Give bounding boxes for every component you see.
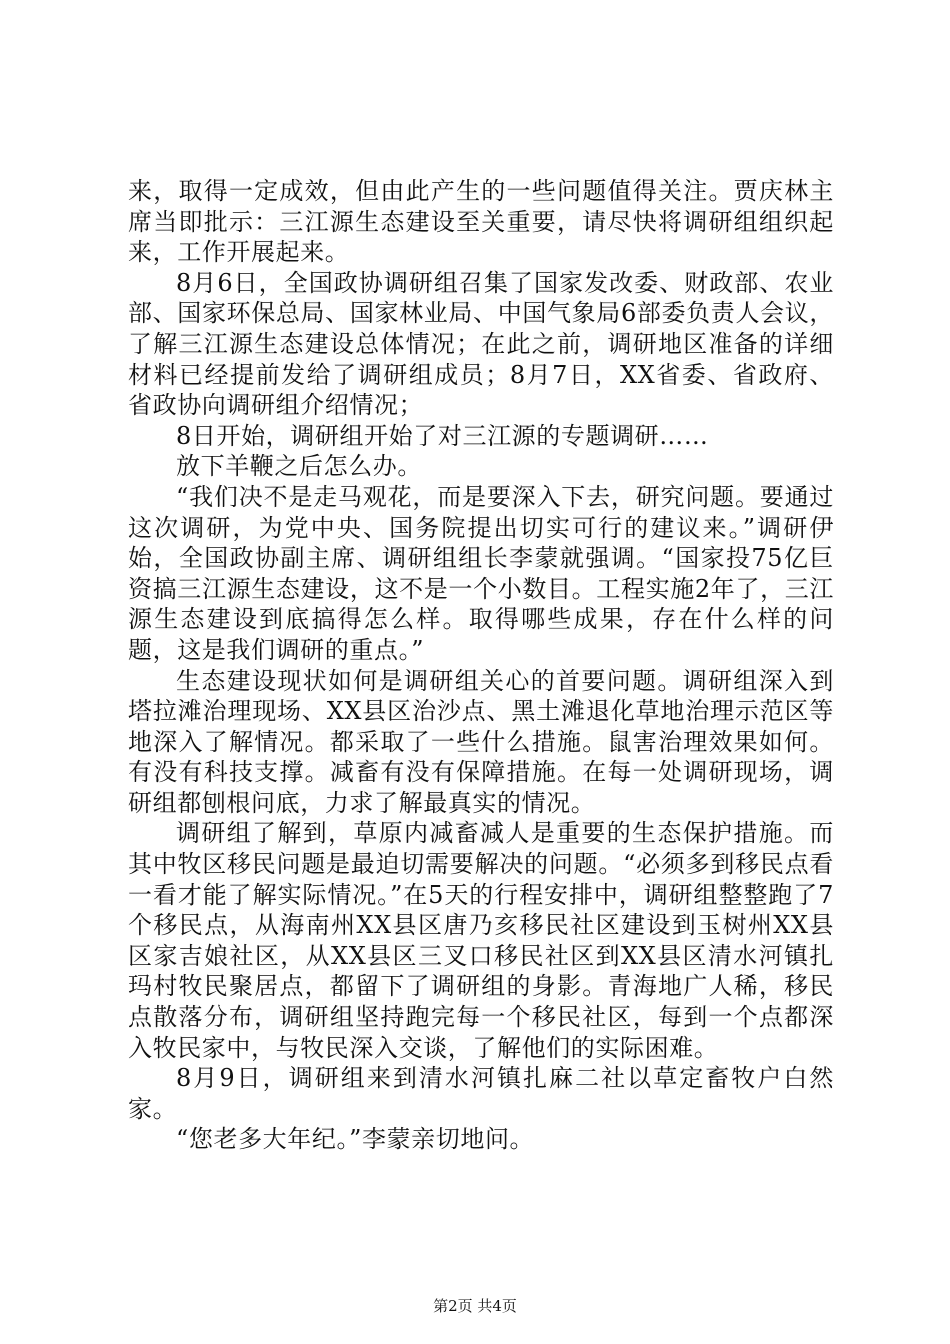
paragraph: “我们决不是走马观花，而是要深入下去，研究问题。要通过这次调研，为党中央、国务院提出切实可行的建议来。”调研伊始，全国政协副主席、调研组组长李蒙就强调。“国家投75亿巨资搞三江源生态建设，这不是一个小数目。工程实施2年了，三江源生态建设到底搞得怎么样。取得哪些成果，存在什么样的问题，这是我们调研的重点。” bbox=[128, 482, 834, 664]
paragraph: 8日开始，调研组开始了对三江源的专题调研…… bbox=[176, 421, 709, 450]
page-number-footer: 第2页 共4页 bbox=[433, 1297, 517, 1315]
paragraph: 来，取得一定成效，但由此产生的一些问题值得关注。贾庆林主席当即批示：三江源生态建设至关重要，请尽快将调研组组织起来，工作开展起来。 bbox=[128, 177, 834, 267]
document-body bbox=[128, 176, 834, 1155]
paragraph: 8月6日，全国政协调研组召集了国家发改委、财政部、农业部、国家环保总局、国家林业局、中国气象局6部委负责人会议，了解三江源生态建设总体情况；在此之前，调研地区准备的详细材料已经提前发给了调研组成员；8月7日，XX省委、省政府、省政协向调研组介绍情况； bbox=[128, 268, 834, 420]
paragraph: 生态建设现状如何是调研组关心的首要问题。调研组深入到塔拉滩治理现场、XX县区治沙点、黑土滩退化草地治理示范区等地深入了解情况。都采取了一些什么措施。鼠害治理效果如何。有没有科技支撑。减畜有没有保障措施。在每一处调研现场，调研组都刨根问底，力求了解最真实的情况。 bbox=[128, 666, 834, 817]
paragraph: “您老多大年纪。”李蒙亲切地问。 bbox=[176, 1125, 535, 1154]
paragraph: 8月9日，调研组来到清水河镇扎麻二社以草定畜牧户白然家。 bbox=[128, 1064, 834, 1123]
paragraph: 调研组了解到，草原内减畜减人是重要的生态保护措施。而其中牧区移民问题是最迫切需要解决的问题。“必须多到移民点看一看才能了解实际情况。”在5天的行程安排中，调研组整整跑了7个移民点，从海南州XX县区唐乃亥移民社区建设到玉树州XX县区家吉娘社区，从XX县区三叉口移民社区到XX县区清水河镇扎玛村牧民聚居点，都留下了调研组的身影。青海地广人稀，移民点散落分布，调研组坚持跑完每一个移民社区，每到一个点都深入牧民家中，与牧民深入交谈，了解他们的实际困难。 bbox=[128, 819, 834, 1062]
paragraph: 放下羊鞭之后怎么办。 bbox=[176, 452, 422, 481]
